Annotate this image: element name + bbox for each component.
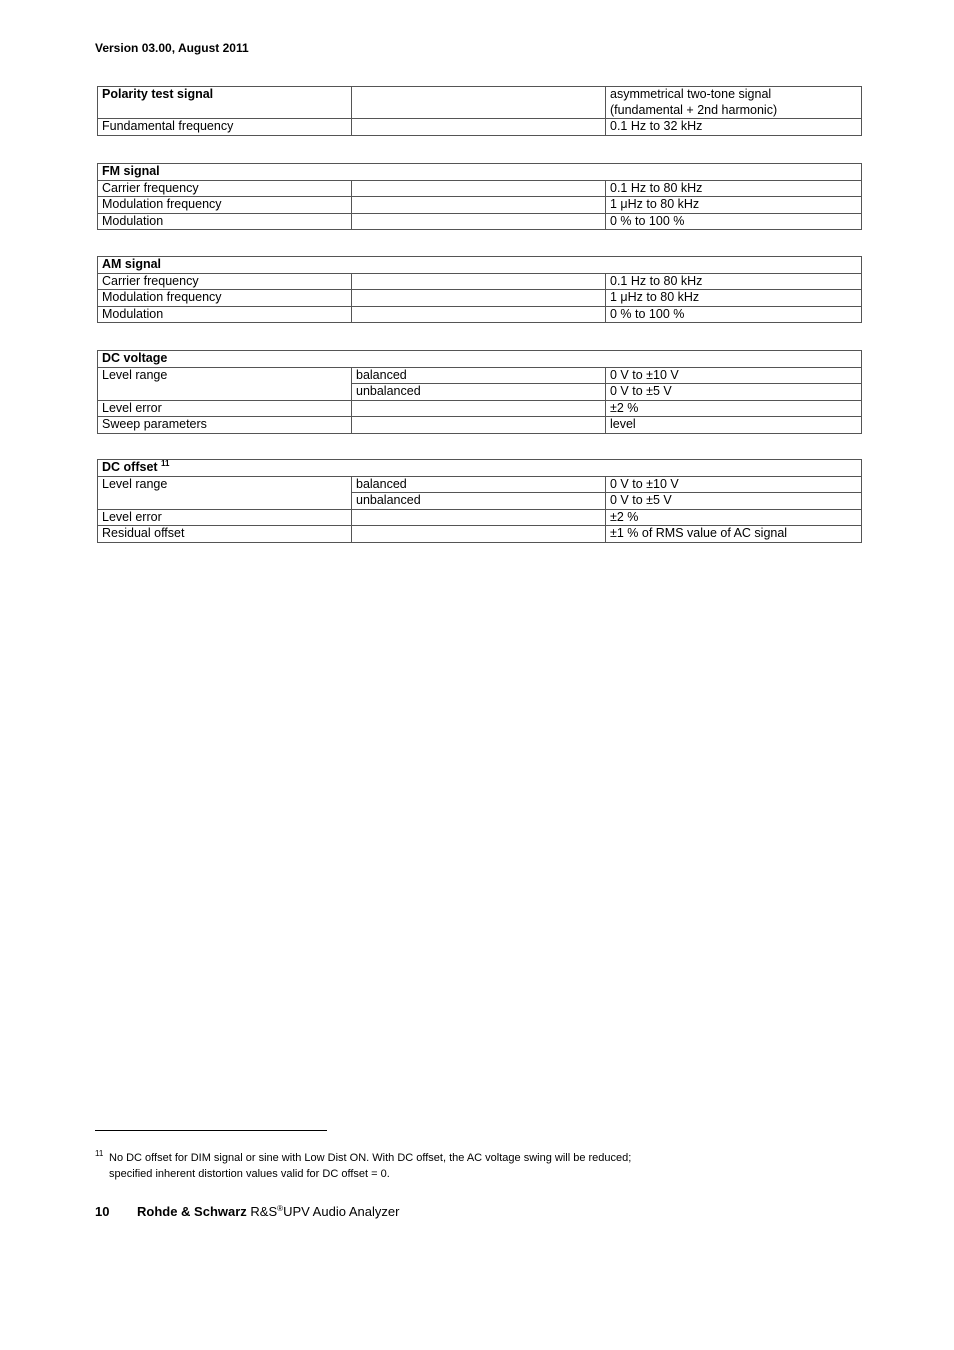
row-label: Modulation frequency xyxy=(98,290,352,307)
row-label: Carrier frequency xyxy=(98,180,352,197)
registered-mark: ® xyxy=(277,1204,284,1213)
empty-cell xyxy=(352,290,606,307)
footnote-number: 11 xyxy=(95,1149,104,1158)
row-value: level xyxy=(606,417,862,434)
empty-cell xyxy=(352,273,606,290)
value-line: asymmetrical two-tone signal xyxy=(610,87,772,101)
table-row xyxy=(98,400,862,417)
table-title: AM signal xyxy=(98,257,862,274)
row-value: 0 V to ±5 V xyxy=(606,493,862,510)
row-value: 0 V to ±5 V xyxy=(606,384,862,401)
table-header-row xyxy=(98,351,862,368)
table-row xyxy=(98,197,862,214)
footnote xyxy=(95,1150,631,1182)
page-header: Version 03.00, August 2011 xyxy=(95,41,249,55)
empty-cell xyxy=(352,417,606,434)
row-label: Level error xyxy=(98,400,352,417)
row-label: Level range xyxy=(98,367,352,400)
row-label: Modulation xyxy=(98,213,352,230)
dc-voltage-table xyxy=(97,350,862,434)
row-value: ±1 % of RMS value of AC signal xyxy=(606,526,862,543)
row-sublabel: unbalanced xyxy=(352,384,606,401)
empty-cell xyxy=(352,87,606,119)
table-row xyxy=(98,273,862,290)
empty-cell xyxy=(352,213,606,230)
row-value: 0.1 Hz to 32 kHz xyxy=(606,119,862,136)
row-value: 0 V to ±10 V xyxy=(606,367,862,384)
table-header-row xyxy=(98,257,862,274)
dc-offset-table xyxy=(97,459,862,543)
row-label: Level error xyxy=(98,509,352,526)
row-label: Carrier frequency xyxy=(98,273,352,290)
row-value: 0 % to 100 % xyxy=(606,213,862,230)
table-title: Polarity test signal xyxy=(98,87,352,119)
table-title: FM signal xyxy=(98,164,862,181)
footnote-divider xyxy=(95,1130,327,1131)
empty-cell xyxy=(352,197,606,214)
table-row xyxy=(98,476,862,493)
table-header-row xyxy=(98,460,862,477)
row-value: 1 μHz to 80 kHz xyxy=(606,197,862,214)
empty-cell xyxy=(352,119,606,136)
row-sublabel: balanced xyxy=(352,367,606,384)
footnote-line: specified inherent distortion values valid for DC offset = 0. xyxy=(109,1168,390,1180)
table-row xyxy=(98,367,862,384)
table-row xyxy=(98,213,862,230)
row-value: ±2 % xyxy=(606,400,862,417)
row-value: 0 % to 100 % xyxy=(606,306,862,323)
row-sublabel: unbalanced xyxy=(352,493,606,510)
empty-cell xyxy=(352,180,606,197)
page-number: 10 xyxy=(95,1204,110,1219)
product-name: UPV Audio Analyzer xyxy=(283,1204,400,1219)
table-row xyxy=(98,87,862,119)
table-title: DC voltage xyxy=(98,351,862,368)
table-row xyxy=(98,180,862,197)
polarity-test-signal-table xyxy=(97,86,862,136)
row-label: Modulation xyxy=(98,306,352,323)
row-label: Sweep parameters xyxy=(98,417,352,434)
table-row xyxy=(98,509,862,526)
row-sublabel: balanced xyxy=(352,476,606,493)
row-label: Residual offset xyxy=(98,526,352,543)
value-line: (fundamental + 2nd harmonic) xyxy=(610,102,778,117)
empty-cell xyxy=(352,526,606,543)
row-value: 0.1 Hz to 80 kHz xyxy=(606,273,862,290)
table-title xyxy=(98,460,862,477)
row-value: 1 μHz to 80 kHz xyxy=(606,290,862,307)
am-signal-table xyxy=(97,256,862,323)
footnote-reference[interactable]: 11 xyxy=(161,459,170,468)
row-value: 0 V to ±10 V xyxy=(606,476,862,493)
table-row xyxy=(98,306,862,323)
row-label: Modulation frequency xyxy=(98,197,352,214)
row-label: Level range xyxy=(98,476,352,509)
empty-cell xyxy=(352,306,606,323)
footnote-line: No DC offset for DIM signal or sine with Low Dist ON. With DC offset, the AC voltage swing will be reduced; xyxy=(109,1152,632,1164)
table-header-row xyxy=(98,164,862,181)
page-footer xyxy=(95,1204,399,1219)
row-label: Fundamental frequency xyxy=(98,119,352,136)
row-value: 0.1 Hz to 80 kHz xyxy=(606,180,862,197)
fm-signal-table xyxy=(97,163,862,230)
table-row xyxy=(98,526,862,543)
empty-cell xyxy=(352,509,606,526)
empty-cell xyxy=(352,400,606,417)
company-name: Rohde & Schwarz xyxy=(137,1204,247,1219)
table-title-text: DC offset xyxy=(102,460,158,474)
table-value xyxy=(606,87,862,119)
table-row xyxy=(98,290,862,307)
table-row xyxy=(98,417,862,434)
table-row xyxy=(98,119,862,136)
product-prefix: R&S xyxy=(250,1204,278,1219)
row-value: ±2 % xyxy=(606,509,862,526)
